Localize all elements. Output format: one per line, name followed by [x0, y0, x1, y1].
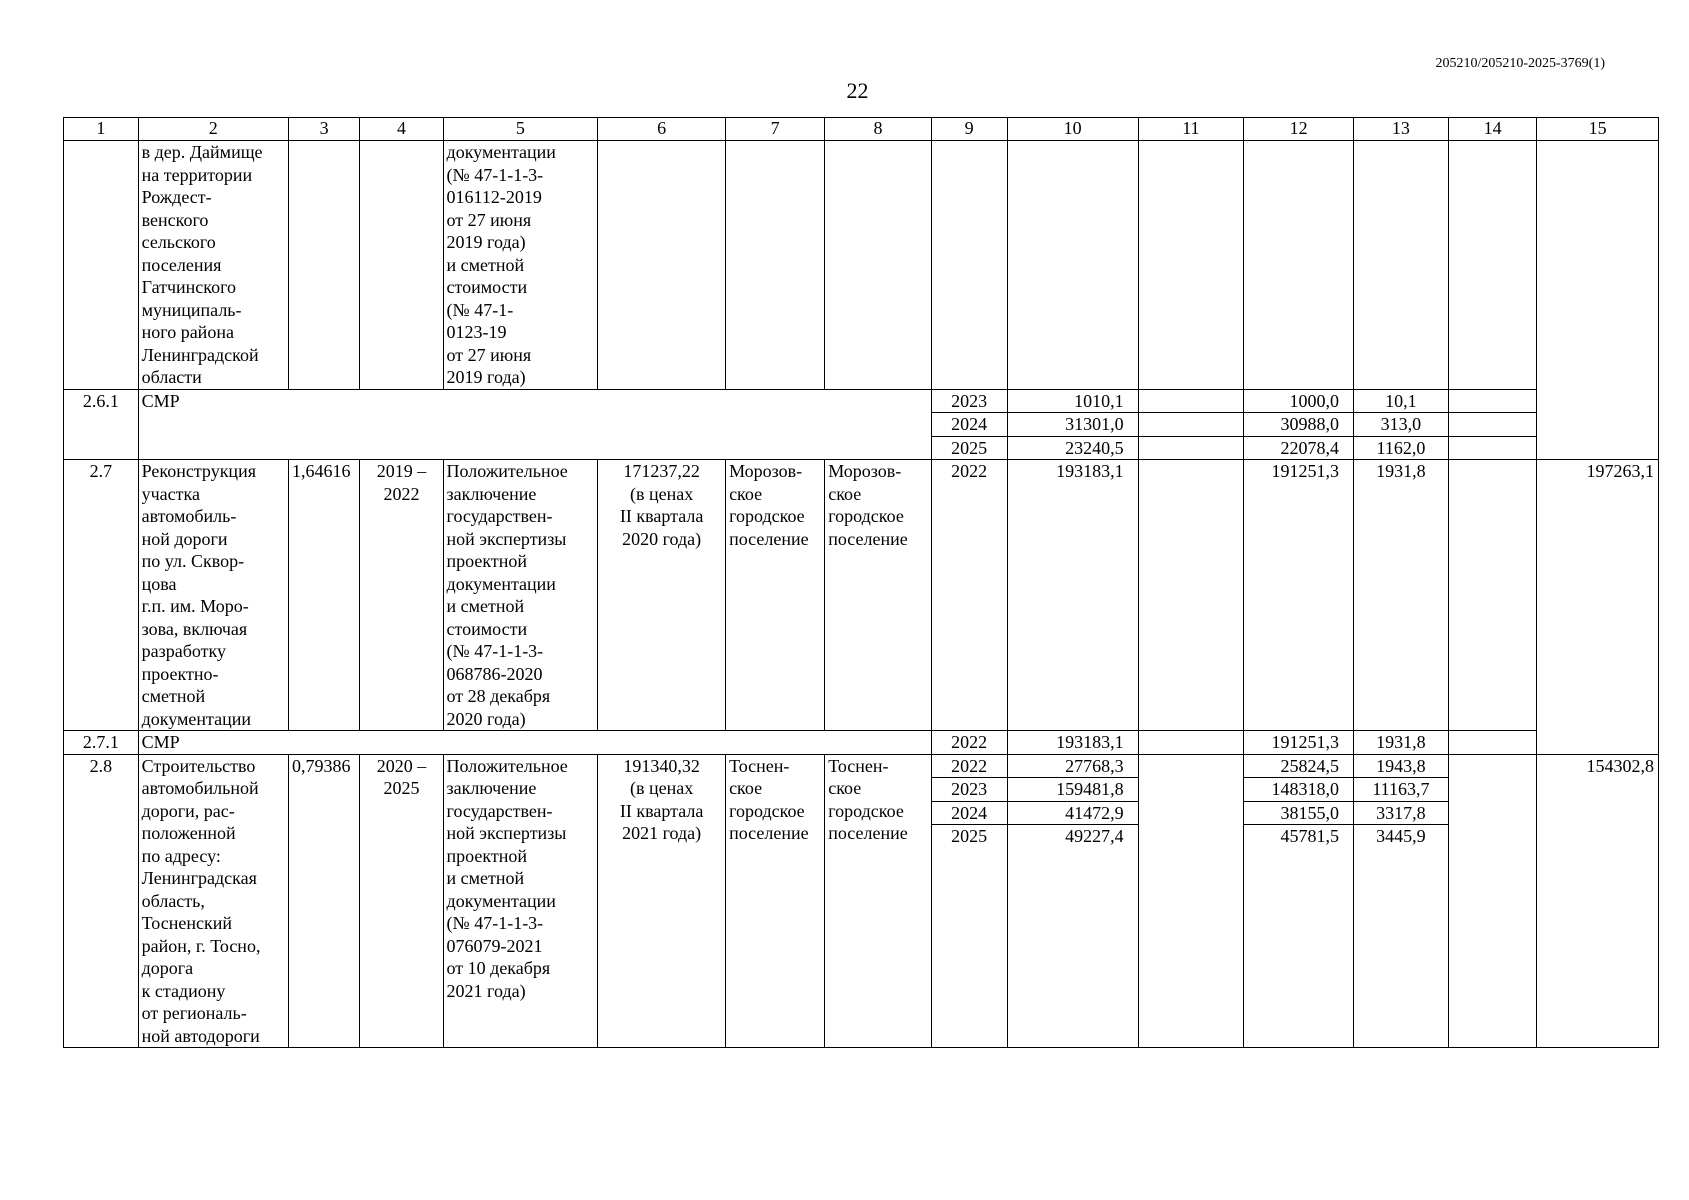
col-header: 13: [1353, 118, 1448, 141]
customer: Морозов- ское городское поселение: [726, 460, 825, 731]
amount-local: 3317,8: [1353, 801, 1448, 825]
page-number: 22: [846, 78, 869, 103]
amount-local: 1943,8: [1353, 754, 1448, 778]
row-number: 2.8: [64, 754, 139, 1048]
col-header: 15: [1537, 118, 1659, 141]
table-row: [64, 141, 1659, 390]
table-row: [64, 460, 1659, 731]
row-number: 2.7.1: [64, 731, 139, 755]
amount-regional: 191251,3: [1244, 731, 1354, 755]
row-label: СМР: [138, 389, 931, 460]
amount-regional: 191251,3: [1244, 460, 1354, 731]
year-cell: 2022: [931, 460, 1007, 731]
col-header: 5: [443, 118, 598, 141]
col-header: 11: [1138, 118, 1244, 141]
amount-total: 23240,5: [1007, 436, 1138, 460]
amount-regional: 22078,4: [1244, 436, 1354, 460]
col-header: 9: [931, 118, 1007, 141]
amount-local: 1931,8: [1353, 460, 1448, 731]
length-km: 0,79386: [288, 754, 359, 1048]
amount-regional: 45781,5: [1244, 825, 1354, 1048]
customer: Тоснен- ское городское поселение: [726, 754, 825, 1048]
col-header: 2: [138, 118, 288, 141]
amount-regional: 38155,0: [1244, 801, 1354, 825]
year-cell: 2025: [931, 825, 1007, 1048]
amount-regional: 30988,0: [1244, 413, 1354, 437]
estimated-cost: 171237,22 (в ценах II квартала 2020 года): [598, 460, 726, 731]
amount-total: 49227,4: [1007, 825, 1138, 1048]
object-name: Реконструкция участка автомобиль- ной дороги по ул. Сквор- цова г.п. им. Моро- зова, включая разработку проектно- сметной документации: [138, 460, 288, 731]
col-header: 4: [360, 118, 443, 141]
length-km: 1,64616: [288, 460, 359, 731]
amount-local: 313,0: [1353, 413, 1448, 437]
amount-regional: 1000,0: [1244, 389, 1354, 413]
col-header: 12: [1244, 118, 1354, 141]
expertise-document: документации (№ 47-1-1-3- 016112-2019 от 27 июня 2019 года) и сметной стоимости (№ 47-1- 0123-19 от 27 июня 2019 года): [443, 141, 598, 390]
amount-total: 193183,1: [1007, 460, 1138, 731]
year-cell: 2022: [931, 754, 1007, 778]
amount-total: 159481,8: [1007, 778, 1138, 802]
document-id: 205210/205210-2025-3769(1): [1435, 56, 1605, 71]
col-header: 10: [1007, 118, 1138, 141]
amount-total: 1010,1: [1007, 389, 1138, 413]
col-header: 14: [1448, 118, 1536, 141]
row-number: 2.7: [64, 460, 139, 731]
period: 2019 – 2022: [360, 460, 443, 731]
amount-regional: 148318,0: [1244, 778, 1354, 802]
year-cell: 2024: [931, 801, 1007, 825]
col-header: 7: [726, 118, 825, 141]
amount-total: 193183,1: [1007, 731, 1138, 755]
year-cell: 2023: [931, 389, 1007, 413]
col-header: 3: [288, 118, 359, 141]
amount-local: 1931,8: [1353, 731, 1448, 755]
amount-regional: 25824,5: [1244, 754, 1354, 778]
recipient: Морозов- ское городское поселение: [825, 460, 932, 731]
year-cell: 2022: [931, 731, 1007, 755]
table-row: [64, 731, 1659, 755]
column-header-row: [64, 118, 1659, 141]
amount-local: 11163,7: [1353, 778, 1448, 802]
amount-total: 31301,0: [1007, 413, 1138, 437]
amount-total: 27768,3: [1007, 754, 1138, 778]
year-cell: 2023: [931, 778, 1007, 802]
table-row: [64, 389, 1659, 413]
object-name: в дер. Даймище на территории Рождест- венского сельского поселения Гатчинского муниципаль- ного района Ленинградской области: [138, 141, 288, 390]
period: 2020 – 2025: [360, 754, 443, 1048]
expertise-document: Положительное заключение государствен- ной экспертизы проектной и сметной документации (№ 47-1-1-3- 076079-2021 от 10 декабря 2021 года): [443, 754, 598, 1048]
row-number: 2.6.1: [64, 389, 139, 460]
expertise-document: Положительное заключение государствен- ной экспертизы проектной документации и сметной стоимости (№ 47-1-1-3- 068786-2020 от 28 декабря 2020 года): [443, 460, 598, 731]
remaining-cost: 197263,1: [1537, 460, 1659, 755]
estimated-cost: 191340,32 (в ценах II квартала 2021 года): [598, 754, 726, 1048]
col-header: 8: [825, 118, 932, 141]
amount-local: 3445,9: [1353, 825, 1448, 1048]
amount-local: 1162,0: [1353, 436, 1448, 460]
col-header: 6: [598, 118, 726, 141]
object-name: Строительство автомобильной дороги, рас- положенной по адресу: Ленинградская область, Тосненский район, г. Тосно, дорога к стадиону от региональ- ной автодороги: [138, 754, 288, 1048]
row-label: СМР: [138, 731, 931, 755]
program-table: [63, 117, 1659, 1048]
recipient: Тоснен- ское городское поселение: [825, 754, 932, 1048]
year-cell: 2024: [931, 413, 1007, 437]
col-header: 1: [64, 118, 139, 141]
year-cell: 2025: [931, 436, 1007, 460]
amount-local: 10,1: [1353, 389, 1448, 413]
table-row: [64, 754, 1659, 778]
amount-total: 41472,9: [1007, 801, 1138, 825]
remaining-cost: 154302,8: [1537, 754, 1659, 1048]
